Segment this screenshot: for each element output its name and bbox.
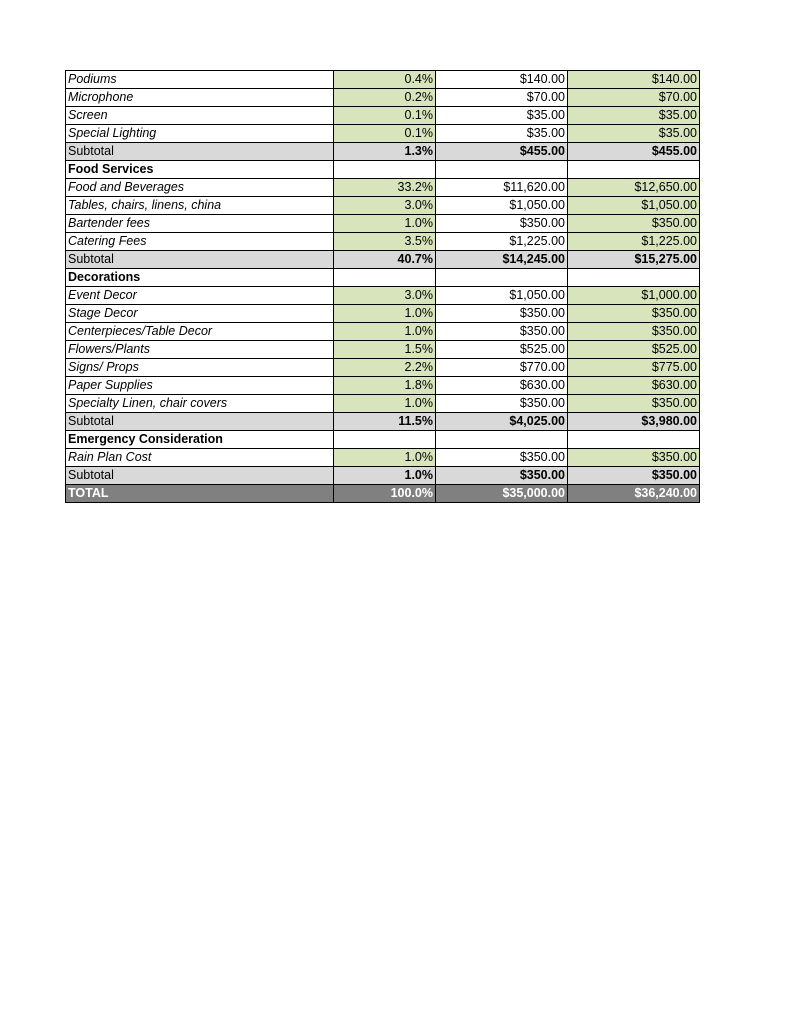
estimated-cost-cell: $770.00 bbox=[436, 359, 568, 377]
row-label: Screen bbox=[66, 107, 334, 125]
table-row bbox=[66, 287, 700, 305]
table-row bbox=[66, 107, 700, 125]
table-row bbox=[66, 395, 700, 413]
percent-cell: 1.0% bbox=[334, 305, 436, 323]
percent-cell: 0.1% bbox=[334, 107, 436, 125]
percent-cell bbox=[334, 431, 436, 449]
actual-cost-cell: $775.00 bbox=[568, 359, 700, 377]
actual-cost-cell: $350.00 bbox=[568, 215, 700, 233]
estimated-cost-cell: $1,050.00 bbox=[436, 287, 568, 305]
actual-cost-cell bbox=[568, 161, 700, 179]
category-label: Emergency Consideration bbox=[66, 431, 334, 449]
estimated-cost-cell: $350.00 bbox=[436, 323, 568, 341]
actual-cost-cell: $350.00 bbox=[568, 395, 700, 413]
percent-cell: 1.0% bbox=[334, 215, 436, 233]
estimated-cost-cell bbox=[436, 269, 568, 287]
actual-cost-cell: $350.00 bbox=[568, 323, 700, 341]
row-label: Rain Plan Cost bbox=[66, 449, 334, 467]
category-label: Decorations bbox=[66, 269, 334, 287]
actual-cost-cell: $350.00 bbox=[568, 467, 700, 485]
category-label: Food Services bbox=[66, 161, 334, 179]
actual-cost-cell: $525.00 bbox=[568, 341, 700, 359]
table-row bbox=[66, 233, 700, 251]
actual-cost-cell: $70.00 bbox=[568, 89, 700, 107]
table-row bbox=[66, 323, 700, 341]
category-row bbox=[66, 269, 700, 287]
percent-cell: 3.0% bbox=[334, 287, 436, 305]
subtotal-row bbox=[66, 413, 700, 431]
estimated-cost-cell: $350.00 bbox=[436, 449, 568, 467]
actual-cost-cell: $35.00 bbox=[568, 125, 700, 143]
row-label: Subtotal bbox=[66, 143, 334, 161]
estimated-cost-cell: $1,050.00 bbox=[436, 197, 568, 215]
row-label: Food and Beverages bbox=[66, 179, 334, 197]
table-row bbox=[66, 377, 700, 395]
estimated-cost-cell: $35.00 bbox=[436, 107, 568, 125]
estimated-cost-cell: $1,225.00 bbox=[436, 233, 568, 251]
estimated-cost-cell: $14,245.00 bbox=[436, 251, 568, 269]
percent-cell: 3.0% bbox=[334, 197, 436, 215]
estimated-cost-cell: $350.00 bbox=[436, 467, 568, 485]
estimated-cost-cell: $630.00 bbox=[436, 377, 568, 395]
actual-cost-cell: $350.00 bbox=[568, 305, 700, 323]
estimated-cost-cell bbox=[436, 431, 568, 449]
percent-cell: 1.0% bbox=[334, 395, 436, 413]
percent-cell: 11.5% bbox=[334, 413, 436, 431]
row-label: Tables, chairs, linens, china bbox=[66, 197, 334, 215]
percent-cell bbox=[334, 161, 436, 179]
estimated-cost-cell: $11,620.00 bbox=[436, 179, 568, 197]
percent-cell: 1.0% bbox=[334, 449, 436, 467]
subtotal-row bbox=[66, 143, 700, 161]
estimated-cost-cell bbox=[436, 161, 568, 179]
actual-cost-cell: $1,000.00 bbox=[568, 287, 700, 305]
percent-cell: 1.3% bbox=[334, 143, 436, 161]
percent-cell: 1.0% bbox=[334, 467, 436, 485]
actual-cost-cell: $350.00 bbox=[568, 449, 700, 467]
percent-cell: 40.7% bbox=[334, 251, 436, 269]
row-label: Subtotal bbox=[66, 413, 334, 431]
table-row bbox=[66, 341, 700, 359]
estimated-cost-cell: $455.00 bbox=[436, 143, 568, 161]
category-row bbox=[66, 161, 700, 179]
percent-cell: 100.0% bbox=[334, 485, 436, 503]
actual-cost-cell bbox=[568, 269, 700, 287]
table-row bbox=[66, 197, 700, 215]
row-label: Catering Fees bbox=[66, 233, 334, 251]
row-label: Subtotal bbox=[66, 251, 334, 269]
category-row bbox=[66, 431, 700, 449]
percent-cell: 0.1% bbox=[334, 125, 436, 143]
percent-cell: 3.5% bbox=[334, 233, 436, 251]
percent-cell bbox=[334, 269, 436, 287]
percent-cell: 1.5% bbox=[334, 341, 436, 359]
table-row bbox=[66, 215, 700, 233]
row-label: Event Decor bbox=[66, 287, 334, 305]
row-label: Special Lighting bbox=[66, 125, 334, 143]
table-row bbox=[66, 71, 700, 89]
actual-cost-cell: $140.00 bbox=[568, 71, 700, 89]
actual-cost-cell: $3,980.00 bbox=[568, 413, 700, 431]
percent-cell: 1.8% bbox=[334, 377, 436, 395]
estimated-cost-cell: $350.00 bbox=[436, 395, 568, 413]
percent-cell: 33.2% bbox=[334, 179, 436, 197]
row-label: Paper Supplies bbox=[66, 377, 334, 395]
actual-cost-cell: $12,650.00 bbox=[568, 179, 700, 197]
row-label: Signs/ Props bbox=[66, 359, 334, 377]
budget-table-body bbox=[66, 71, 700, 503]
estimated-cost-cell: $35.00 bbox=[436, 125, 568, 143]
actual-cost-cell: $15,275.00 bbox=[568, 251, 700, 269]
subtotal-row bbox=[66, 467, 700, 485]
estimated-cost-cell: $350.00 bbox=[436, 305, 568, 323]
estimated-cost-cell: $4,025.00 bbox=[436, 413, 568, 431]
percent-cell: 1.0% bbox=[334, 323, 436, 341]
estimated-cost-cell: $140.00 bbox=[436, 71, 568, 89]
table-row bbox=[66, 125, 700, 143]
percent-cell: 0.2% bbox=[334, 89, 436, 107]
estimated-cost-cell: $35,000.00 bbox=[436, 485, 568, 503]
estimated-cost-cell: $350.00 bbox=[436, 215, 568, 233]
table-row bbox=[66, 89, 700, 107]
row-label: Podiums bbox=[66, 71, 334, 89]
table-row bbox=[66, 305, 700, 323]
row-label: Centerpieces/Table Decor bbox=[66, 323, 334, 341]
actual-cost-cell: $35.00 bbox=[568, 107, 700, 125]
table-row bbox=[66, 179, 700, 197]
subtotal-row bbox=[66, 251, 700, 269]
percent-cell: 2.2% bbox=[334, 359, 436, 377]
percent-cell: 0.4% bbox=[334, 71, 436, 89]
table-row bbox=[66, 449, 700, 467]
budget-table bbox=[65, 70, 700, 503]
row-label: Subtotal bbox=[66, 467, 334, 485]
row-label: TOTAL bbox=[66, 485, 334, 503]
row-label: Stage Decor bbox=[66, 305, 334, 323]
row-label: Bartender fees bbox=[66, 215, 334, 233]
actual-cost-cell: $1,050.00 bbox=[568, 197, 700, 215]
estimated-cost-cell: $525.00 bbox=[436, 341, 568, 359]
total-row bbox=[66, 485, 700, 503]
row-label: Microphone bbox=[66, 89, 334, 107]
row-label: Flowers/Plants bbox=[66, 341, 334, 359]
actual-cost-cell bbox=[568, 431, 700, 449]
estimated-cost-cell: $70.00 bbox=[436, 89, 568, 107]
actual-cost-cell: $36,240.00 bbox=[568, 485, 700, 503]
actual-cost-cell: $1,225.00 bbox=[568, 233, 700, 251]
table-row bbox=[66, 359, 700, 377]
actual-cost-cell: $455.00 bbox=[568, 143, 700, 161]
actual-cost-cell: $630.00 bbox=[568, 377, 700, 395]
row-label: Specialty Linen, chair covers bbox=[66, 395, 334, 413]
